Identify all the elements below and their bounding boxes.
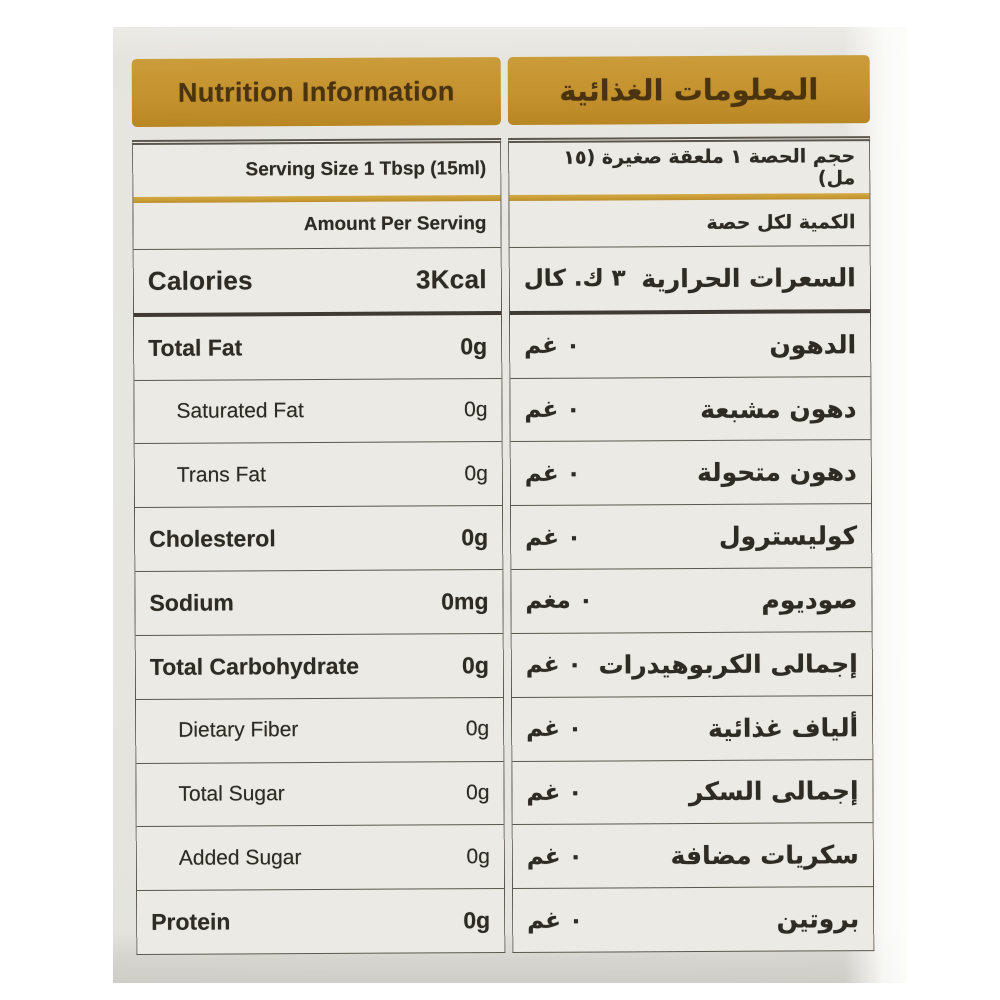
nutrient-label: Trans Fat (176, 463, 266, 487)
nutrient-value: 0g (463, 907, 491, 934)
nutrient-label: الدهون (769, 329, 857, 360)
nutrient-label: بروتين (776, 904, 860, 934)
nutrition-table-english (132, 138, 505, 955)
serving-size-text-arabic: حجم الحصة ١ ملعقة صغيرة (١٥ مل) (563, 145, 856, 190)
nutrient-label: صوديوم (761, 585, 858, 615)
nutrition-panels (111, 25, 910, 985)
amount-per-serving-row (133, 201, 500, 250)
nutrient-label: دهون متحولة (696, 457, 857, 488)
nutrient-row (134, 315, 501, 381)
nutrient-label: إجمالى الكربوهيدرات (598, 648, 858, 680)
nutrient-value: ٠ غم (524, 332, 581, 360)
nutrient-row (136, 634, 503, 700)
nutrient-row (513, 887, 873, 952)
nutrient-row (136, 762, 503, 828)
nutrient-row (134, 379, 501, 445)
nutrient-label: Added Sugar (178, 845, 302, 870)
nutrient-label: كوليسترول (718, 521, 858, 552)
nutrient-row (512, 632, 872, 698)
nutrition-header-arabic-title: المعلومات الغذائية (559, 72, 819, 108)
nutrient-rows-arabic (510, 246, 874, 952)
nutrient-label: Total Sugar (178, 782, 285, 806)
nutrition-header-english-title: Nutrition Information (177, 75, 455, 108)
nutrient-value: 0mg (441, 588, 489, 615)
nutrient-row (135, 570, 502, 636)
nutrient-row (135, 506, 502, 572)
nutrient-value: ٠ غم (524, 460, 581, 487)
nutrition-header-english (132, 57, 501, 127)
nutrient-label: Cholesterol (149, 525, 276, 553)
nutrient-label: إجمالى السكر (688, 776, 859, 807)
nutrient-label: Dietary Fiber (178, 718, 299, 742)
nutrient-value: ٠ غم (527, 907, 584, 934)
nutrition-table-arabic (508, 136, 874, 953)
nutrient-value: ٣ ك. كال (523, 265, 626, 293)
nutrient-row (513, 823, 873, 889)
nutrient-label: Total Fat (148, 334, 243, 361)
nutrient-row (510, 313, 870, 379)
nutrient-row (137, 825, 504, 891)
serving-size-row-arabic (509, 141, 869, 195)
nutrient-row (511, 568, 871, 634)
nutrient-value: 0g (461, 524, 489, 551)
nutrient-rows-english (134, 248, 505, 954)
amount-per-serving-text-arabic: الكمية لكل حصة (706, 211, 856, 234)
nutrient-row (134, 248, 501, 317)
serving-size-row (133, 143, 500, 197)
nutrient-value: 0g (460, 332, 488, 359)
nutrient-value: ٠ غم (526, 779, 583, 806)
nutrient-value: ٠ غم (525, 524, 582, 551)
nutrient-value: ٠ غم (526, 715, 583, 743)
nutrition-header-arabic (508, 55, 870, 125)
nutrient-value: 0g (464, 461, 488, 486)
nutrition-panel-english (132, 57, 506, 955)
nutrient-row (511, 441, 871, 507)
nutrient-value: 0g (465, 717, 490, 741)
nutrient-label: سكريات مضافة (670, 840, 859, 871)
nutrient-label: دهون مشبعة (700, 393, 857, 424)
nutrient-row (512, 760, 872, 826)
amount-per-serving-row-arabic (509, 199, 869, 248)
nutrient-label: ألياف غذائية (707, 712, 859, 743)
nutrient-row (135, 442, 502, 508)
nutrient-value: 3Kcal (415, 264, 487, 295)
nutrient-label: Protein (151, 908, 231, 935)
nutrient-label: السعرات الحرارية (641, 263, 856, 294)
nutrient-row (510, 246, 870, 315)
nutrient-label: Saturated Fat (176, 399, 304, 423)
label-photo (113, 27, 907, 983)
nutrient-label: Sodium (149, 589, 234, 616)
nutrient-value: 0g (466, 844, 490, 868)
nutrient-value: 0g (466, 781, 490, 805)
amount-per-serving-text: Amount Per Serving (303, 213, 487, 236)
nutrient-value: ٠ غم (525, 651, 582, 679)
nutrient-value: 0g (464, 398, 488, 422)
nutrition-panel-arabic (508, 55, 875, 953)
nutrient-label: Total Carbohydrate (149, 652, 360, 680)
nutrient-row (511, 504, 871, 570)
nutrient-label: Calories (147, 265, 253, 296)
nutrient-value: ٠ غم (524, 396, 581, 423)
nutrient-value: ٠ غم (526, 843, 583, 870)
nutrient-value: ٠ مغم (525, 588, 593, 615)
nutrient-row (510, 377, 870, 443)
nutrient-value: 0g (461, 651, 489, 679)
nutrient-row (136, 698, 503, 764)
nutrient-row (137, 889, 504, 954)
serving-size-text: Serving Size 1 Tbsp (15ml) (245, 158, 487, 181)
nutrient-row (512, 696, 872, 762)
